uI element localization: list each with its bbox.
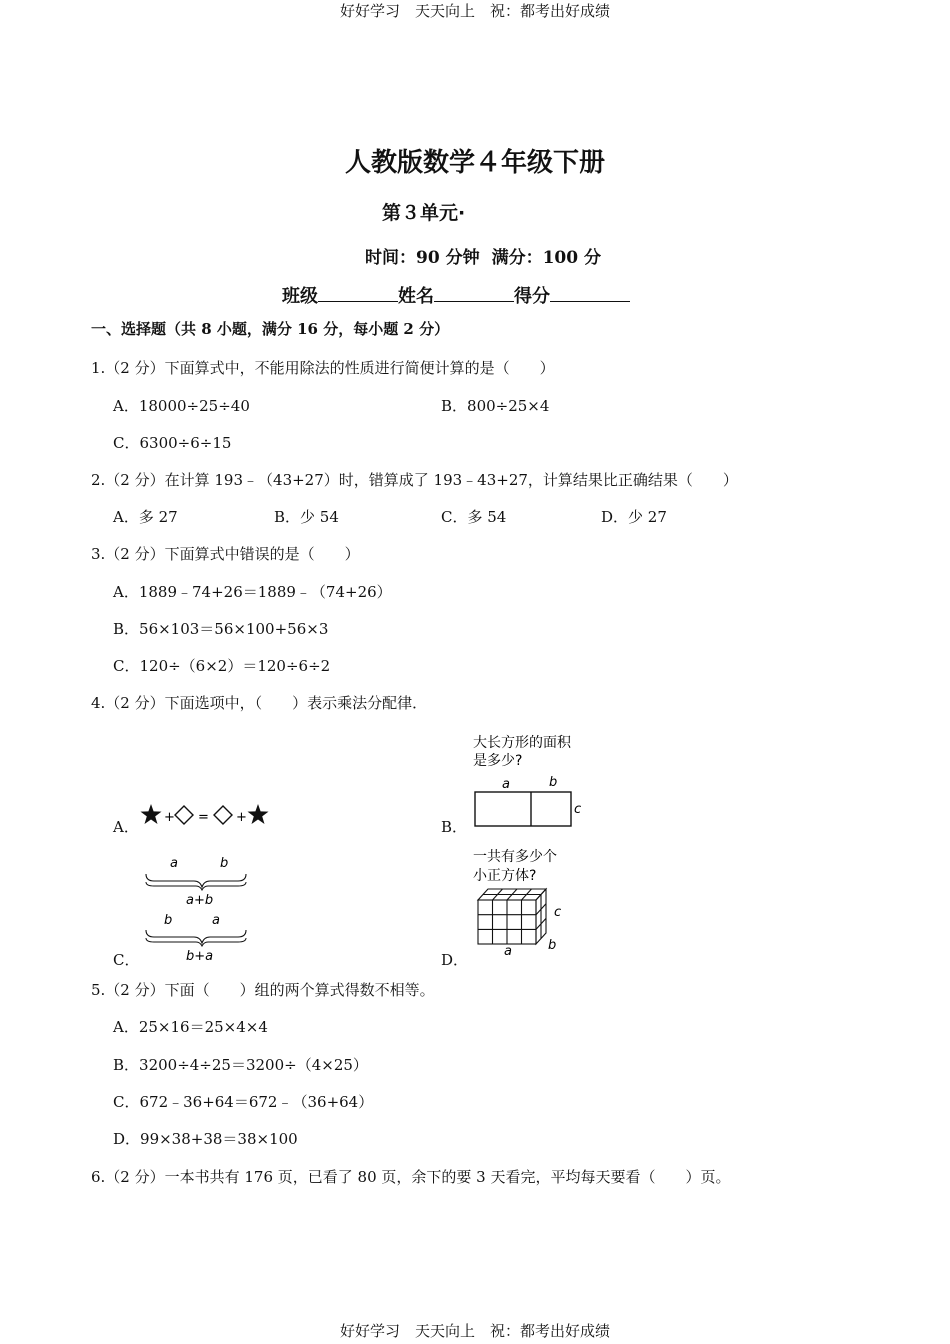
q3-option-a[interactable]: A．1889﹣74+26＝1889﹣（74+26） — [113, 583, 392, 601]
q4-option-b[interactable]: B． — [441, 818, 468, 836]
d-question-line-2: 小正方体? — [473, 868, 537, 884]
diamond-icon — [214, 806, 232, 824]
unit-title: 第３单元· — [382, 202, 466, 224]
q2-option-b[interactable]: B．少 54 — [274, 508, 339, 526]
class-blank[interactable] — [318, 284, 398, 302]
full-score: 满分：100 分 — [491, 248, 601, 268]
d-question-line-1: 一共有多少个 — [473, 849, 557, 865]
student-info-line — [282, 282, 630, 308]
score-label: 得分 — [514, 286, 550, 307]
question-2-stem: 2.（2 分）在计算 193﹣（43+27）时，错算成了 193﹣43+27，计算结果比正确结果（ ） — [91, 471, 738, 489]
plus-sign: + — [164, 810, 175, 825]
c-label-a-top: a — [170, 856, 178, 871]
page-footer: 好好学习 天天向上 祝：都考出好成绩 — [339, 1322, 610, 1340]
q4-option-d[interactable]: D． — [441, 951, 469, 969]
page-header: 好好学习 天天向上 祝：都考出好成绩 — [339, 2, 610, 20]
big-rectangle — [475, 792, 571, 826]
brace-bottom — [146, 930, 246, 943]
page-title: 人教版数学４年级下册 — [344, 148, 605, 178]
c-label-sum-bottom: b+a — [186, 949, 214, 964]
q1-option-a[interactable]: A．18000÷25÷40 — [113, 397, 250, 415]
star-icon — [248, 804, 269, 824]
c-label-a-bottom: a — [212, 913, 220, 928]
c-label-sum-top: a+b — [186, 893, 214, 908]
equals-sign: = — [198, 810, 209, 825]
brace-top — [146, 874, 246, 887]
question-5-stem: 5.（2 分）下面（ ）组的两个算式得数不相等。 — [91, 981, 435, 999]
q4-option-c[interactable]: C． — [113, 951, 140, 969]
d-label-a: a — [504, 944, 512, 959]
q5-option-c[interactable]: C．672﹣36+64＝672﹣（36+64） — [113, 1093, 374, 1111]
q2-option-a[interactable]: A．多 27 — [113, 508, 178, 526]
brace-bottom-inner — [146, 938, 246, 946]
q1-option-c[interactable]: C．6300÷6÷15 — [113, 434, 232, 452]
question-4-stem: 4.（2 分）下面选项中，（ ）表示乘法分配律． — [91, 694, 428, 712]
plus-sign: + — [236, 810, 247, 825]
question-3-stem: 3.（2 分）下面算式中错误的是（ ） — [91, 545, 360, 563]
name-blank[interactable] — [434, 284, 514, 302]
brace-top-inner — [146, 882, 246, 890]
question-1-stem: 1.（2 分）下面算式中，不能用除法的性质进行简便计算的是（ ） — [91, 359, 555, 377]
exam-meta — [0, 243, 950, 268]
q4-figure-a — [140, 802, 272, 830]
c-label-b-top: b — [220, 856, 229, 871]
q4-figure-b — [470, 730, 590, 830]
label-c: c — [574, 802, 582, 817]
q3-option-b[interactable]: B．56×103＝56×100+56×3 — [113, 620, 329, 638]
q4-figure-d — [470, 843, 580, 963]
name-label: 姓名 — [398, 286, 434, 307]
q5-option-d[interactable]: D．99×38+38＝38×100 — [113, 1130, 298, 1148]
time-limit: 时间：90 分钟 — [365, 248, 480, 268]
star-icon — [141, 804, 162, 824]
cube-grid — [478, 889, 546, 944]
c-label-b-bottom: b — [164, 913, 173, 928]
diamond-icon — [175, 806, 193, 824]
section-heading: 一、选择题（共 8 小题，满分 16 分，每小题 2 分） — [91, 320, 450, 338]
q5-option-b[interactable]: B．3200÷4÷25＝3200÷（4×25） — [113, 1056, 368, 1074]
class-label: 班级 — [282, 286, 318, 307]
label-a: a — [502, 777, 510, 792]
d-label-b: b — [548, 938, 557, 953]
q4-option-a[interactable]: A． — [113, 818, 139, 836]
b-question-line-1: 大长方形的面积 — [473, 735, 571, 751]
score-blank[interactable] — [550, 284, 630, 302]
q2-option-d[interactable]: D．少 27 — [601, 508, 667, 526]
q3-option-c[interactable]: C．120÷（6×2）＝120÷6÷2 — [113, 657, 331, 675]
q4-figure-c — [142, 850, 250, 965]
q2-option-c[interactable]: C．多 54 — [441, 508, 507, 526]
q5-option-a[interactable]: A．25×16＝25×4×4 — [113, 1018, 268, 1036]
b-question-line-2: 是多少? — [473, 753, 523, 769]
d-label-c: c — [554, 905, 562, 920]
question-6-stem: 6.（2 分）一本书共有 176 页，已看了 80 页，余下的要 3 天看完，平均每天要看（ ）页。 — [91, 1168, 731, 1186]
q1-option-b[interactable]: B．800÷25×4 — [441, 397, 550, 415]
label-b: b — [549, 775, 558, 790]
